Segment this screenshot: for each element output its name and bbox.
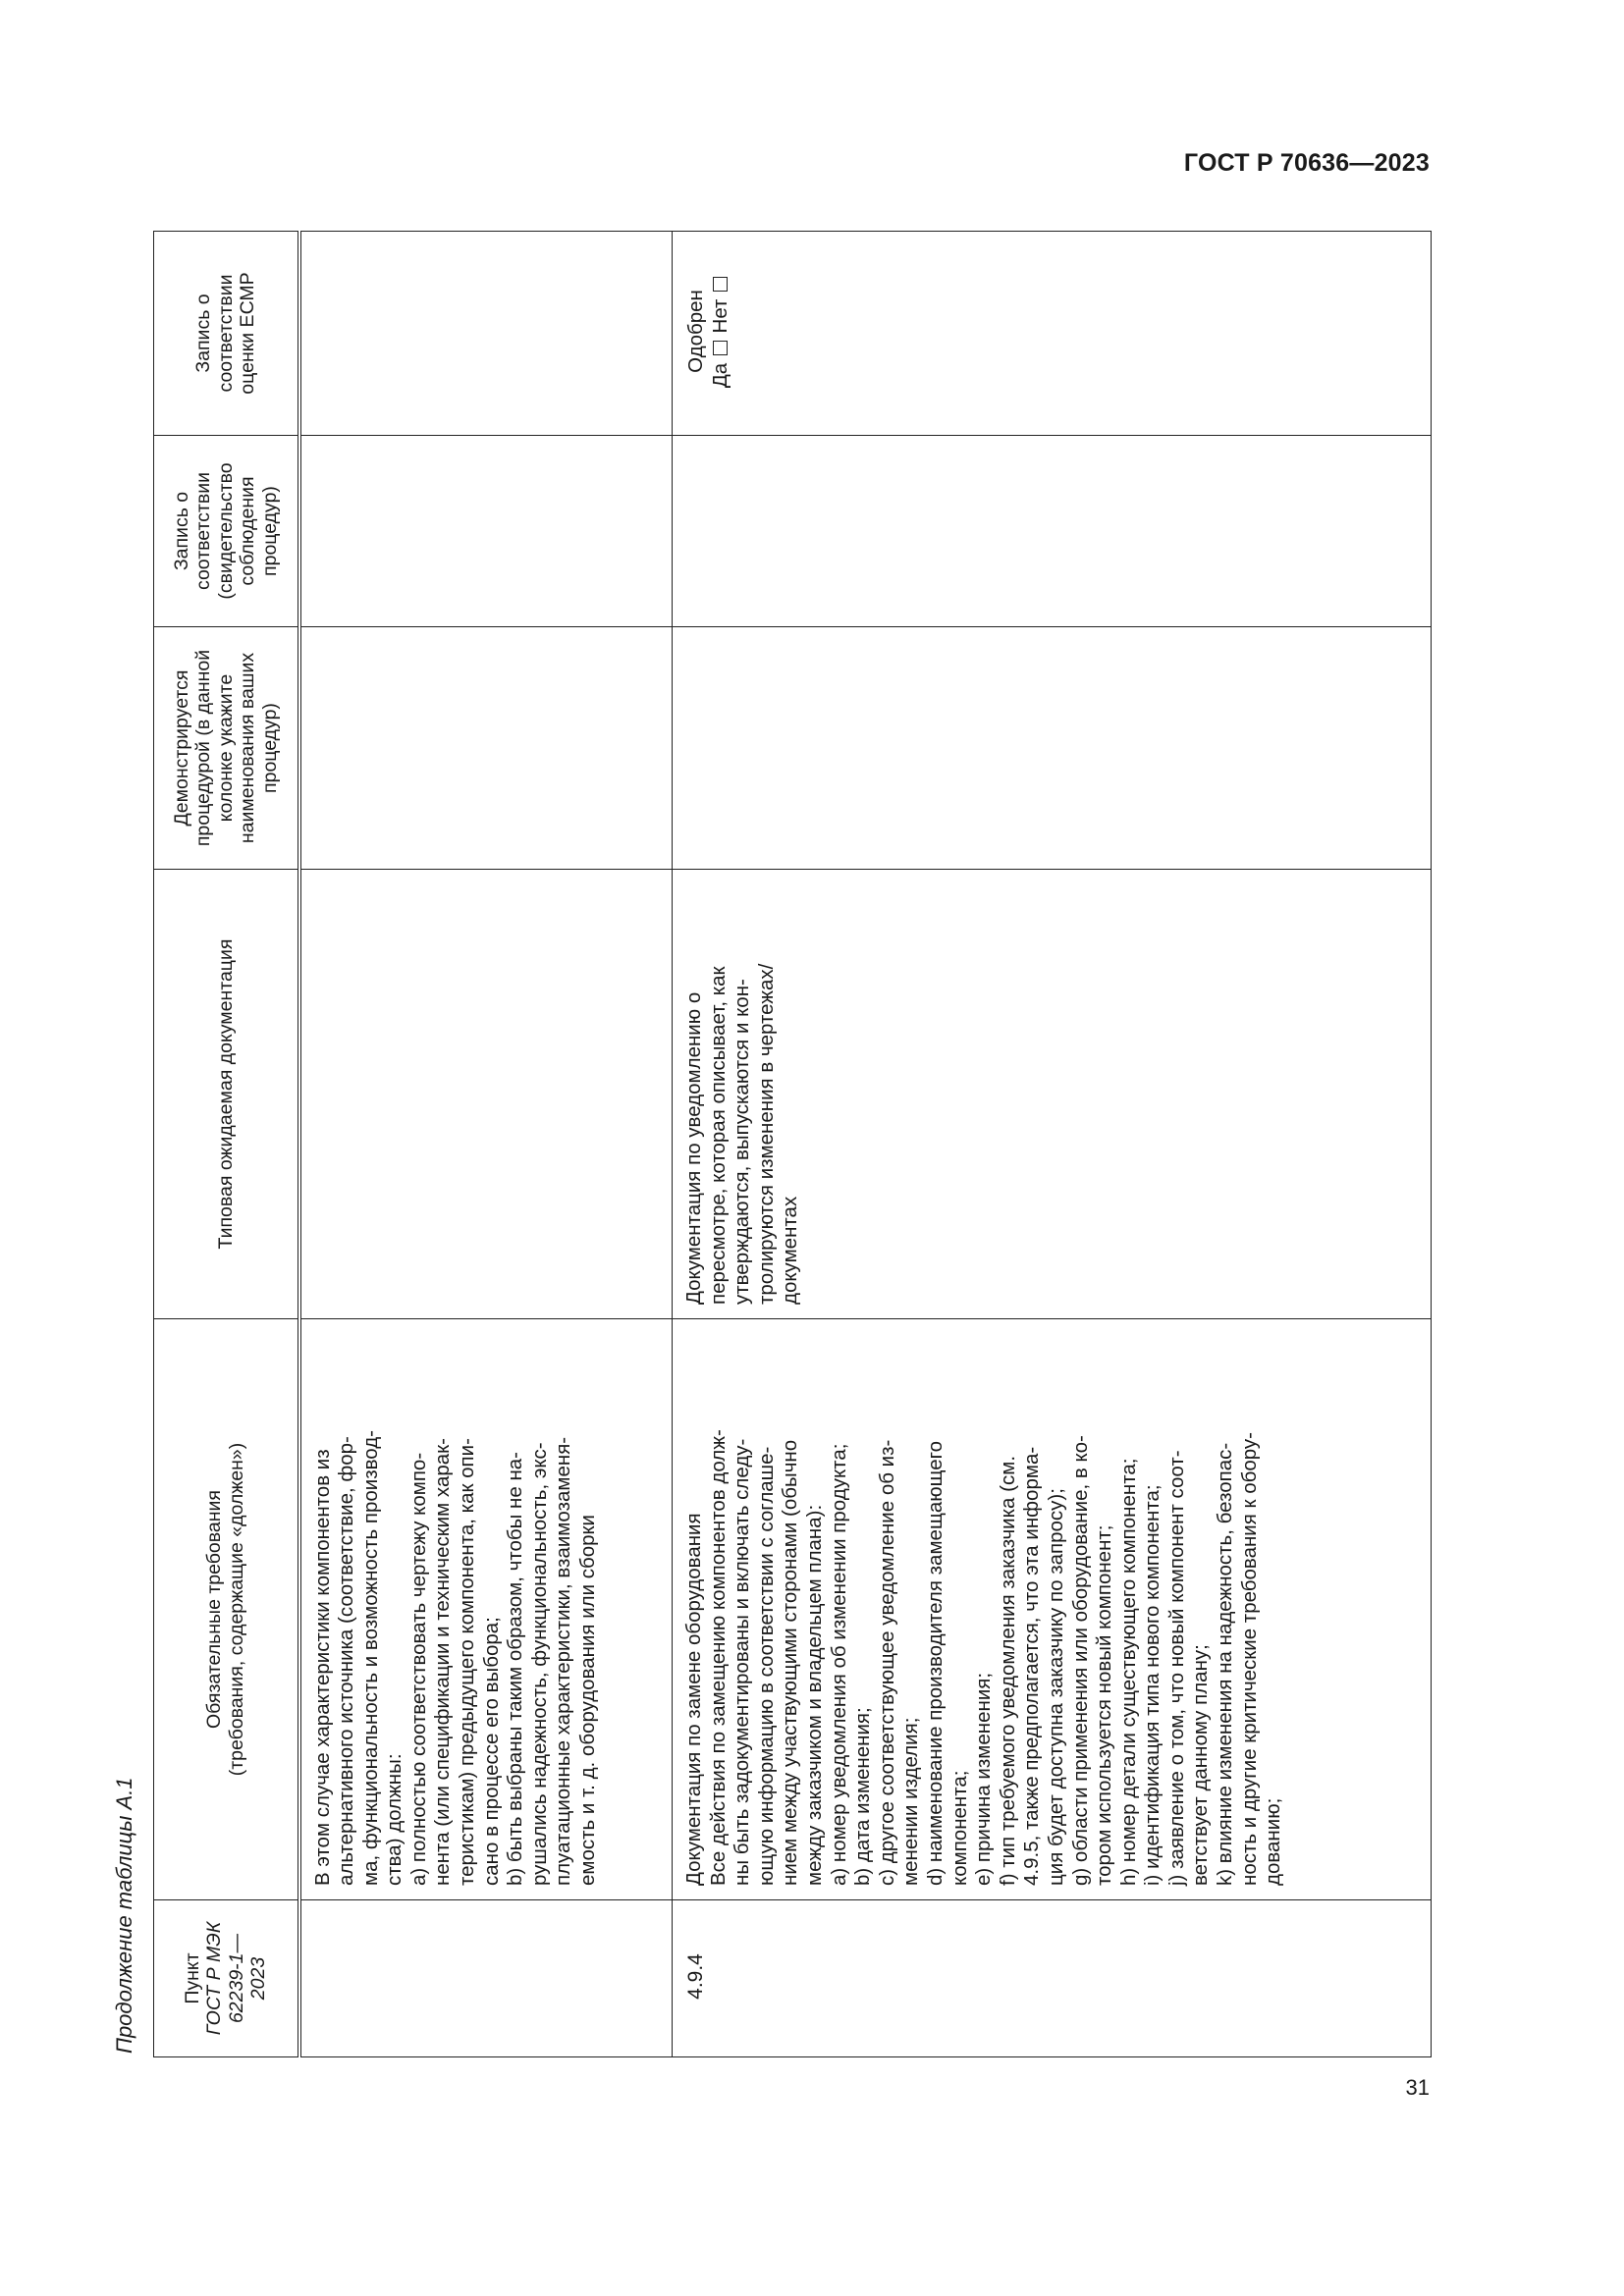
requirement-line: емость и т. д. оборудования или сборки <box>576 1515 600 1886</box>
requirement-line: Все действия по замещению компонентов долж- <box>706 1429 730 1886</box>
header-assessment <box>154 232 299 436</box>
header-record <box>154 436 299 627</box>
requirement-line: теристикам) предыдущего компонента, как опи- <box>456 1438 479 1886</box>
no-label: Нет <box>708 298 731 334</box>
requirement-line: между заказчиком и владельцем плана): <box>802 1504 826 1886</box>
requirement-line: i) идентификация типа нового компонента; <box>1141 1484 1164 1886</box>
requirement-line: Документация по замене оборудования <box>682 1513 705 1886</box>
documentation-line: пересмотре, которая описывает, как <box>706 966 730 1305</box>
requirement-line: c) другое соответствующее уведомление об из- <box>875 1439 898 1886</box>
row1-requirements <box>299 1319 673 1900</box>
requirement-line: k) влияние изменения на надежность, безопас- <box>1214 1442 1237 1886</box>
header-demonstrated-line: колонке укажите <box>214 673 237 823</box>
requirement-line: ция будет доступна заказчику по запросу); <box>1044 1488 1067 1886</box>
row1-assessment <box>299 232 673 436</box>
requirement-line: 4.9.5, также предполагается, что эта информа- <box>1020 1446 1044 1886</box>
yes-checkbox[interactable] <box>713 341 728 355</box>
documentation-line: тролируются изменения в чертежах/ <box>754 963 778 1305</box>
requirement-line: ны быть задокументированы и включать следу- <box>731 1438 754 1886</box>
approval-options <box>709 241 733 421</box>
requirement-line: e) причина изменения; <box>972 1672 996 1886</box>
requirement-line: a) номер уведомления об изменении продукта; <box>827 1443 850 1886</box>
requirement-line: f) тип требуемого уведомления заказчика (см. <box>996 1455 1019 1886</box>
requirement-line: рушались надежность, функциональность, экс- <box>527 1442 551 1886</box>
header-requirements <box>154 1319 299 1900</box>
header-record-line: соблюдения <box>237 476 258 586</box>
header-demonstrated-line: процедур) <box>258 703 281 793</box>
rotated-table-container <box>153 232 1432 2057</box>
requirement-line: b) быть выбраны таким образом, чтобы не на- <box>504 1451 527 1886</box>
documentation-line: Документация по уведомлению о <box>682 991 705 1305</box>
header-assessment-line: соответствии <box>214 274 237 393</box>
table-header-row <box>154 232 299 2057</box>
table-continuation-caption: Продолжение таблицы А.1 <box>112 1777 136 2054</box>
approved-label: Одобрен <box>684 290 707 373</box>
requirement-line: ства) должны: <box>383 1753 406 1886</box>
documentation-line: документах <box>779 1196 802 1305</box>
header-requirements-line: Обязательные требования <box>203 1490 226 1729</box>
document-code: ГОСТ Р 70636—2023 <box>1183 149 1430 177</box>
row1-demonstrated <box>299 627 673 870</box>
no-checkbox[interactable] <box>713 277 728 292</box>
requirement-line: В этом случае характеристики компонентов из <box>310 1449 334 1886</box>
requirement-line: ветствует данному плану; <box>1189 1644 1213 1886</box>
row2-assessment <box>673 232 1432 436</box>
header-demonstrated-line: Демонстрируется <box>170 669 192 827</box>
row2-demonstrated <box>673 627 1432 870</box>
requirements-table <box>153 231 1432 2057</box>
header-record-line: соответствии <box>192 471 214 591</box>
header-documentation-line: Типовая ожидаемая документация <box>214 938 237 1250</box>
header-clause-line: Пункт <box>181 1952 203 2004</box>
requirement-line: ность и другие критические требования к обору- <box>1237 1432 1261 1886</box>
header-demonstrated <box>154 627 299 870</box>
header-record-line: Запись о <box>170 491 192 571</box>
requirement-line: тором используется новый компонент; <box>1093 1524 1116 1886</box>
row1-documentation <box>299 870 673 1319</box>
requirement-line: d) наименование производителя замещающего <box>923 1440 947 1886</box>
requirement-line: j) заявление о том, что новый компонент соот- <box>1164 1450 1188 1886</box>
page-number: 31 <box>1405 2075 1430 2100</box>
header-record-line: (свидетельство <box>214 462 237 600</box>
requirement-line: нента (или спецификации и техническим харак- <box>431 1438 455 1886</box>
requirement-line: компонента; <box>947 1770 971 1886</box>
header-demonstrated-line: процедурой (в данной <box>192 649 214 847</box>
header-demonstrated-line: наименования ваших <box>237 652 258 844</box>
header-documentation <box>154 870 299 1319</box>
requirement-line: a) полностью соответствовать чертежу компо- <box>406 1452 430 1886</box>
requirement-line: плуатационные характеристики, взаимозаменя- <box>552 1436 575 1886</box>
requirement-line: b) дата изменения; <box>851 1707 875 1886</box>
requirement-line: ма, функциональность и возможность производ- <box>358 1429 382 1886</box>
row2-requirements <box>673 1319 1432 1900</box>
yes-label: Да <box>708 362 731 389</box>
row1-clause <box>299 1900 673 2057</box>
row2-record <box>673 436 1432 627</box>
table-row <box>299 232 673 2057</box>
table-row <box>673 232 1432 2057</box>
header-clause-line: 62239-1— <box>225 1933 247 2024</box>
requirement-line: h) номер детали существующего компонента; <box>1116 1458 1140 1886</box>
header-clause-line: 2023 <box>247 1956 270 2001</box>
requirement-line: ющую информацию в соответствии с соглаше- <box>754 1446 778 1886</box>
documentation-line: утверждаются, выпускаются и кон- <box>731 979 754 1305</box>
header-requirements-line: (требования, содержащие «должен») <box>225 1442 247 1777</box>
row1-record <box>299 436 673 627</box>
header-assessment-line: Запись о <box>192 294 214 373</box>
requirement-line: альтернативного источника (соответствие, фор- <box>335 1436 358 1886</box>
row2-documentation <box>673 870 1432 1319</box>
header-assessment-line: оценки ЕСМР <box>237 272 258 395</box>
requirement-line: нием между участвующими сторонами (обычно <box>779 1439 802 1886</box>
requirement-line: менении изделия; <box>899 1717 923 1886</box>
requirement-line: g) области применения или оборудование, в ко- <box>1068 1435 1092 1886</box>
header-record-line: процедур) <box>258 486 281 576</box>
header-clause <box>154 1900 299 2057</box>
header-clause-line: ГОСТ Р МЭК <box>203 1921 226 2036</box>
requirement-line: сано в процессе его выбора; <box>479 1617 503 1886</box>
row2-clause: 4.9.4 <box>673 1900 1432 2057</box>
requirement-line: дованию; <box>1262 1797 1285 1886</box>
